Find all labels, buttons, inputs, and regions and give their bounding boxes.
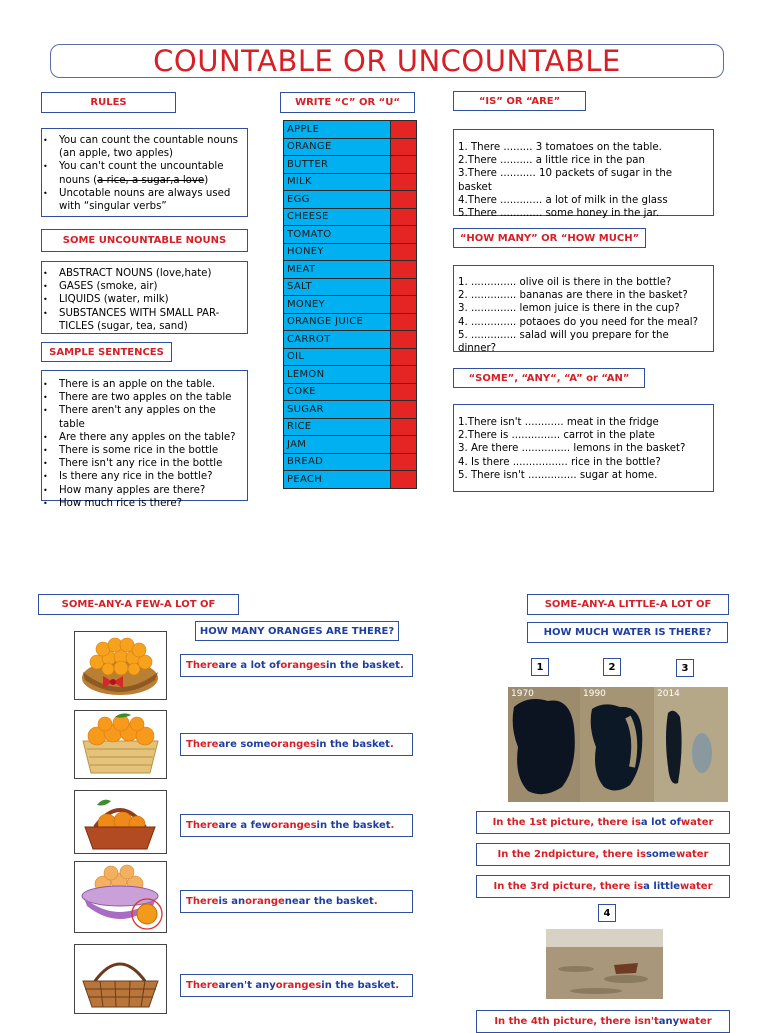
word-cell: MILK — [284, 173, 391, 191]
is-are-item: 5.There ............. some honey in the jar. — [458, 208, 660, 220]
many-much-list — [458, 276, 709, 355]
sentence-segment: are a few — [218, 820, 271, 831]
samples-header: SAMPLE SENTENCES — [41, 342, 172, 362]
word-cell: TOMATO — [284, 226, 391, 244]
sentence-segment: near the basket — [284, 896, 374, 907]
word-row — [284, 366, 417, 384]
word-cell: RICE — [284, 418, 391, 436]
is-are-box — [453, 129, 714, 220]
water-sentence — [476, 811, 730, 834]
water-question: HOW MUCH WATER IS THERE? — [527, 622, 728, 643]
many-much-item: 4. .............. potaoes do you need for the meal? — [458, 316, 698, 328]
sentence-segment: in the basket — [316, 820, 391, 831]
page-title: COUNTABLE OR UNCOUNTABLE — [153, 43, 621, 78]
word-row — [284, 331, 417, 349]
word-row — [284, 173, 417, 191]
word-cell: MEAT — [284, 261, 391, 279]
oranges-sentence — [180, 733, 413, 756]
is-are-list — [458, 141, 709, 220]
uncountable-list — [42, 267, 243, 333]
rules-list — [42, 134, 243, 213]
answer-cell[interactable] — [390, 436, 416, 454]
struck-examples: a rice, a sugar,a love — [97, 174, 205, 186]
sample-sentence: • There are two apples on the table — [42, 391, 243, 404]
word-cell: BUTTER — [284, 156, 391, 174]
uncountable-item: • GASES (smoke, air) — [42, 280, 243, 293]
basket-lot-oranges-image — [74, 631, 167, 700]
sentence-segment: water — [680, 881, 713, 892]
many-much-box — [453, 265, 714, 355]
word-cell: CHEESE — [284, 208, 391, 226]
word-cell: CARROT — [284, 331, 391, 349]
word-row — [284, 226, 417, 244]
oranges-sentence — [180, 890, 413, 913]
sentence-segment: orange — [245, 896, 285, 907]
sentence-segment: is an — [218, 896, 246, 907]
word-cell: COKE — [284, 383, 391, 401]
many-much-item: 1. .............. olive oil is there in the bottle? — [458, 277, 672, 288]
answer-cell[interactable] — [390, 226, 416, 244]
some-any-item: 2.There is ............... carrot in the plate — [458, 430, 655, 442]
many-much-item: 3. .............. lemon juice is there in the cup? — [458, 303, 680, 315]
answer-cell[interactable] — [390, 366, 416, 384]
sentence-segment: In the 2ndpicture, there is — [497, 849, 646, 860]
word-row — [284, 383, 417, 401]
sample-sentence: • There is an apple on the table. — [42, 378, 243, 391]
answer-cell[interactable] — [390, 261, 416, 279]
sentence-segment: . — [373, 896, 378, 907]
word-row — [284, 436, 417, 454]
basket-few-oranges-image — [74, 790, 167, 854]
picture-number: 3 — [676, 659, 694, 677]
word-cell: LEMON — [284, 366, 391, 384]
rule-item: • Uncotable nouns are always used with “singular verbs” — [42, 187, 243, 213]
word-row — [284, 348, 417, 366]
word-row — [284, 138, 417, 156]
picture-number: 2 — [603, 658, 621, 676]
samples-box — [41, 370, 248, 509]
word-row — [284, 418, 417, 436]
title-banner — [50, 44, 724, 78]
picture-number: 1 — [531, 658, 549, 676]
sentence-segment: There — [186, 896, 219, 907]
sentence-segment: In the 3rd picture, there is — [493, 881, 644, 892]
answer-cell[interactable] — [390, 401, 416, 419]
is-are-item: 4.There ............. a lot of milk in the glass — [458, 194, 668, 206]
sentence-segment: . — [390, 820, 395, 831]
sentence-segment: water — [679, 1016, 712, 1027]
uncountable-item: • LIQUIDS (water, milk) — [42, 293, 243, 306]
sentence-segment: There — [186, 739, 219, 750]
oranges-sentence — [180, 974, 413, 997]
word-cell: PEACH — [284, 471, 391, 489]
sentence-segment: In the 4th picture, there isn't — [494, 1016, 659, 1027]
answer-cell[interactable] — [390, 243, 416, 261]
sentence-segment: In the 1st picture, there is — [492, 817, 641, 828]
answer-cell[interactable] — [390, 418, 416, 436]
answer-cell[interactable] — [390, 313, 416, 331]
sentence-segment: . — [395, 980, 400, 991]
some-any-item: 4. Is there ................. rice in the bottle? — [458, 456, 661, 468]
many-much-item: 2. .............. bananas are there in the basket? — [458, 290, 688, 302]
word-cell: ORANGE — [284, 138, 391, 156]
sentence-segment: oranges — [275, 980, 322, 991]
some-any-item: 5. There isn't ............... sugar at home. — [458, 469, 658, 481]
sample-sentence: • There is some rice in the bottle — [42, 444, 243, 457]
sentence-segment: any — [658, 1016, 680, 1027]
many-much-header: “HOW MANY” OR “HOW MUCH” — [453, 228, 646, 248]
some-any-box — [453, 404, 714, 492]
word-cell: HONEY — [284, 243, 391, 261]
is-are-item: 2.There .......... a little rice in the pan — [458, 155, 646, 167]
water-sentence — [476, 875, 730, 898]
rule-item: • You can count the countable nouns (an apple, two apples) — [42, 134, 243, 160]
satellite-2014: 2014 — [654, 687, 728, 802]
answer-cell[interactable] — [390, 173, 416, 191]
answer-cell[interactable] — [390, 156, 416, 174]
oranges-sentence — [180, 814, 413, 837]
word-cell: APPLE — [284, 121, 391, 139]
rule-item: • You can't count the uncountable nouns (a rice, a sugar,a love) — [42, 160, 243, 186]
basket-some-oranges-image — [74, 710, 167, 779]
answer-cell[interactable] — [390, 296, 416, 314]
sentence-segment: water — [680, 817, 714, 828]
word-row — [284, 278, 417, 296]
water-header: SOME-ANY-A LITTLE-A LOT OF — [527, 594, 729, 615]
basket-empty-image — [74, 944, 167, 1014]
uncountable-box — [41, 261, 248, 334]
sentence-segment: There — [186, 660, 219, 671]
picture-number: 4 — [598, 904, 616, 922]
sentence-segment: are a lot of — [218, 660, 281, 671]
word-row — [284, 243, 417, 261]
some-any-item: 3. Are there ............... lemons in the basket? — [458, 443, 686, 455]
sentence-segment: There — [186, 820, 219, 831]
word-row — [284, 313, 417, 331]
satellite-1990: 1990 — [580, 687, 654, 802]
uncountable-item: • SUBSTANCES WITH SMALL PAR-TICLES (sugar, tea, sand) — [42, 307, 243, 333]
answer-cell[interactable] — [390, 121, 416, 139]
answer-cell[interactable] — [390, 348, 416, 366]
basket-one-orange-image — [74, 861, 167, 933]
sample-sentence: • How many apples are there? — [42, 484, 243, 497]
sentence-segment: There — [186, 980, 219, 991]
oranges-sentence — [180, 654, 413, 677]
word-cell: EGG — [284, 191, 391, 209]
word-cell: SALT — [284, 278, 391, 296]
sentence-segment: oranges — [270, 820, 317, 831]
uncountable-header: SOME UNCOUNTABLE NOUNS — [41, 229, 248, 252]
sentence-segment: in the basket — [321, 980, 396, 991]
word-cell: MONEY — [284, 296, 391, 314]
answer-cell[interactable] — [390, 208, 416, 226]
water-sentence — [476, 843, 730, 866]
answer-cell[interactable] — [390, 453, 416, 471]
word-row — [284, 296, 417, 314]
word-table — [283, 120, 417, 489]
sentence-segment: in the basket — [325, 660, 400, 671]
sentence-segment: a little — [643, 881, 681, 892]
sentence-segment: water — [675, 849, 709, 860]
is-are-item: 3.There ........... 10 packets of sugar in the basket — [458, 168, 673, 193]
many-much-item: 5. .............. salad will you prepare for the dinner? — [458, 329, 669, 355]
rules-header: RULES — [41, 92, 176, 113]
is-are-item: 1. There ......... 3 tomatoes on the table. — [458, 142, 662, 153]
oranges-header: SOME-ANY-A FEW-A LOT OF — [38, 594, 239, 615]
answer-cell[interactable] — [390, 278, 416, 296]
sample-sentence: • Is there any rice in the bottle? — [42, 470, 243, 483]
sentence-segment: . — [389, 739, 394, 750]
some-any-header: “SOME”, “ANY“, “A” or “AN” — [453, 368, 645, 388]
word-row — [284, 261, 417, 279]
sample-sentence: • There aren't any apples on the table — [42, 404, 243, 430]
word-row — [284, 453, 417, 471]
word-cell: JAM — [284, 436, 391, 454]
answer-cell[interactable] — [390, 331, 416, 349]
some-any-item: 1.There isn't ............ meat in the fridge — [458, 417, 659, 428]
dry-seabed-image — [546, 929, 663, 999]
rules-box — [41, 128, 248, 217]
is-are-header: “IS” OR “ARE” — [453, 91, 586, 111]
answer-cell[interactable] — [390, 383, 416, 401]
word-row — [284, 401, 417, 419]
word-cell: OIL — [284, 348, 391, 366]
sample-sentence: • There isn't any rice in the bottle — [42, 457, 243, 470]
some-any-list — [458, 416, 709, 482]
answer-cell[interactable] — [390, 471, 416, 489]
sentence-segment: a lot of — [640, 817, 681, 828]
aral-sea-satellite-image — [508, 687, 728, 802]
sentence-segment: . — [399, 660, 404, 671]
word-cell: ORANGE JUICE — [284, 313, 391, 331]
uncountable-item: • ABSTRACT NOUNS (love,hate) — [42, 267, 243, 280]
sentence-segment: oranges — [280, 660, 326, 671]
sample-sentence: • Are there any apples on the table? — [42, 431, 243, 444]
sentence-segment: some — [645, 849, 676, 860]
sentence-segment: are some — [218, 739, 271, 750]
oranges-question: HOW MANY ORANGES ARE THERE? — [195, 621, 399, 641]
samples-list — [42, 378, 243, 510]
word-row — [284, 121, 417, 139]
word-cell: BREAD — [284, 453, 391, 471]
word-row — [284, 471, 417, 489]
word-row — [284, 156, 417, 174]
sentence-segment: aren't any — [218, 980, 276, 991]
satellite-1970: 1970 — [508, 687, 580, 802]
sentence-segment: in the basket — [315, 739, 390, 750]
water-sentence — [476, 1010, 730, 1033]
write-cu-header: WRITE “C” OR “U“ — [280, 92, 415, 113]
word-row — [284, 191, 417, 209]
answer-cell[interactable] — [390, 138, 416, 156]
word-row — [284, 208, 417, 226]
word-cell: SUGAR — [284, 401, 391, 419]
sentence-segment: oranges — [270, 739, 316, 750]
answer-cell[interactable] — [390, 191, 416, 209]
sample-sentence: • How much rice is there? — [42, 497, 243, 510]
